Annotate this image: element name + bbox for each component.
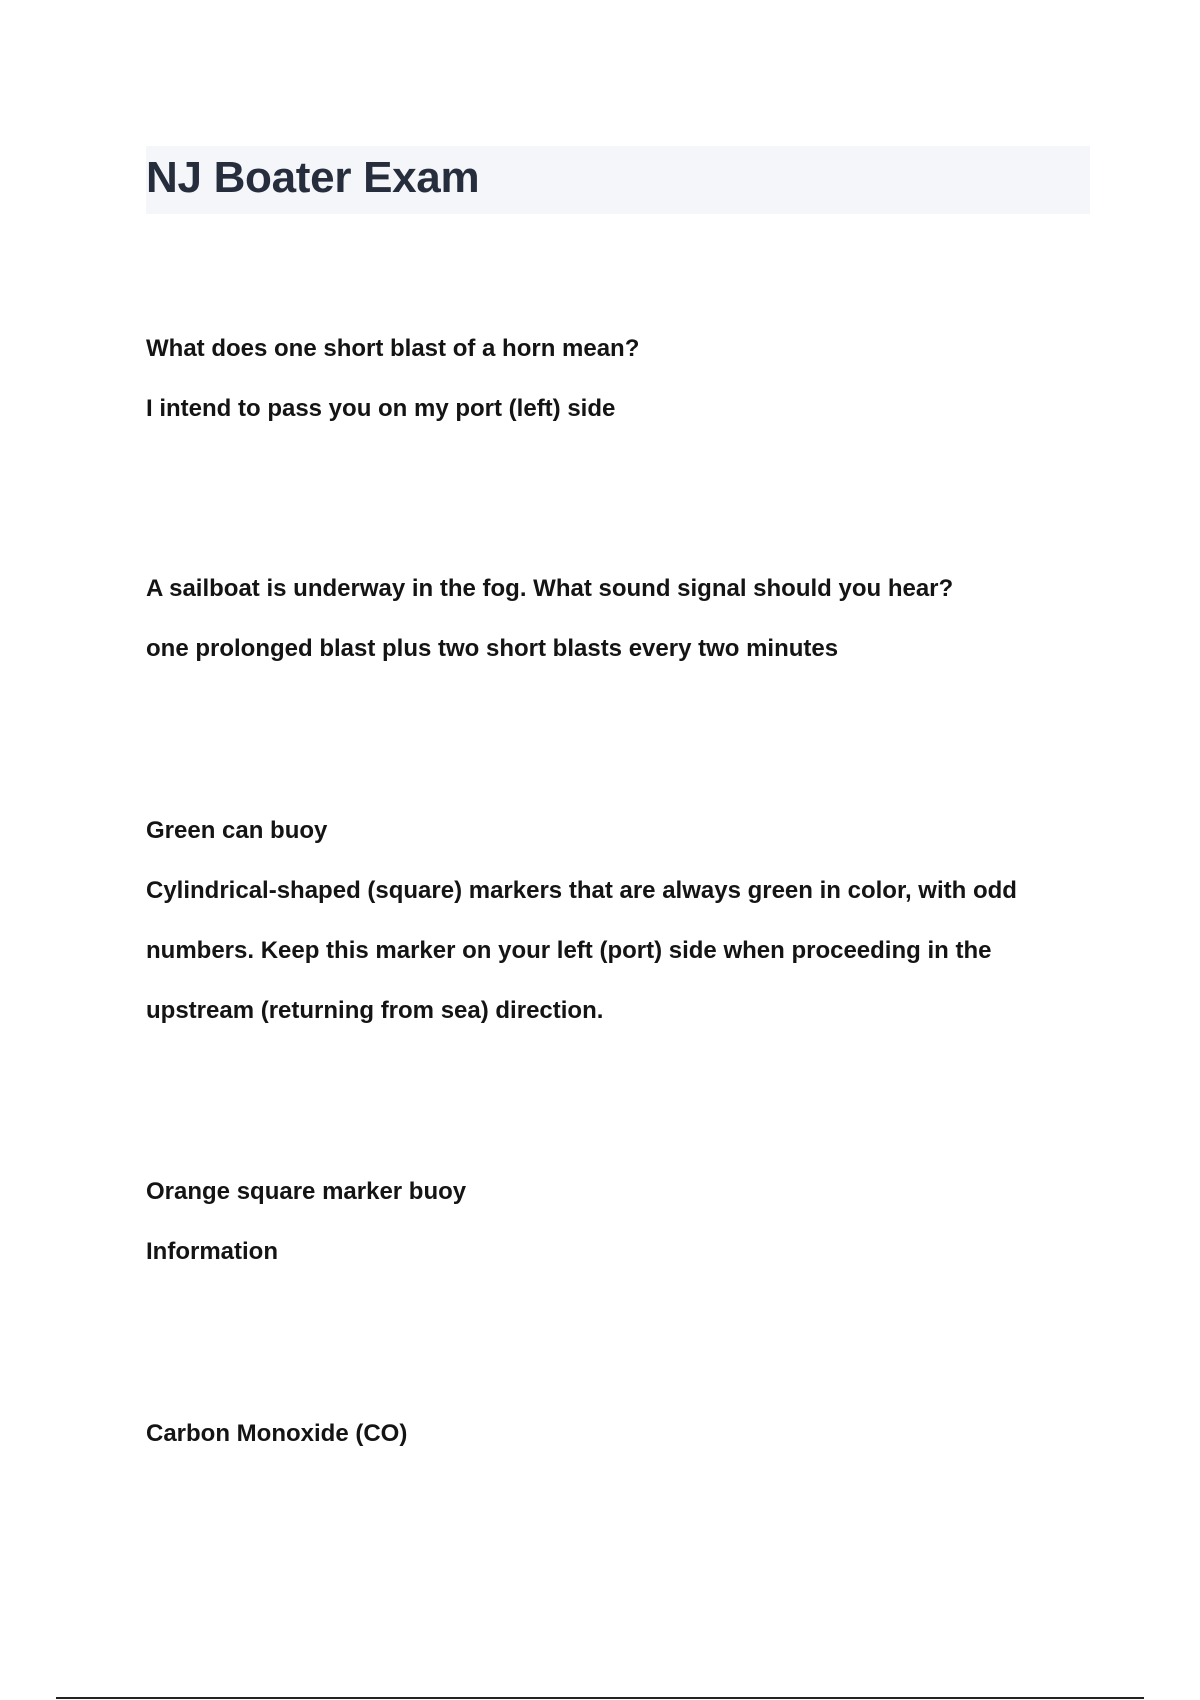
flashcard-term: What does one short blast of a horn mean? [146, 335, 640, 362]
flashcard-term: Carbon Monoxide (CO) [146, 1420, 408, 1447]
page-title: NJ Boater Exam [146, 153, 480, 202]
page-bottom-divider [56, 1697, 1144, 1699]
flashcard-definition: Cylindrical-shaped (square) markers that are always green in color, with odd numbers. Keep this marker on your left (port) side when proceeding in the upstream (returning from sea) direction. [146, 877, 1017, 1024]
flashcard [146, 319, 1090, 439]
flashcard-term: Orange square marker buoy [146, 1178, 467, 1205]
flashcard [146, 1162, 1090, 1282]
flashcard-definition: Information [146, 1238, 278, 1265]
flashcard [146, 801, 1090, 1041]
flashcard [146, 1404, 1090, 1464]
title-banner [146, 146, 1090, 214]
flashcard [146, 559, 1090, 679]
flashcard-term: A sailboat is underway in the fog. What sound signal should you hear? [146, 575, 954, 602]
flashcard-definition: one prolonged blast plus two short blasts every two minutes [146, 635, 839, 662]
flashcard-definition: I intend to pass you on my port (left) side [146, 395, 616, 422]
flashcard-term: Green can buoy [146, 817, 328, 844]
